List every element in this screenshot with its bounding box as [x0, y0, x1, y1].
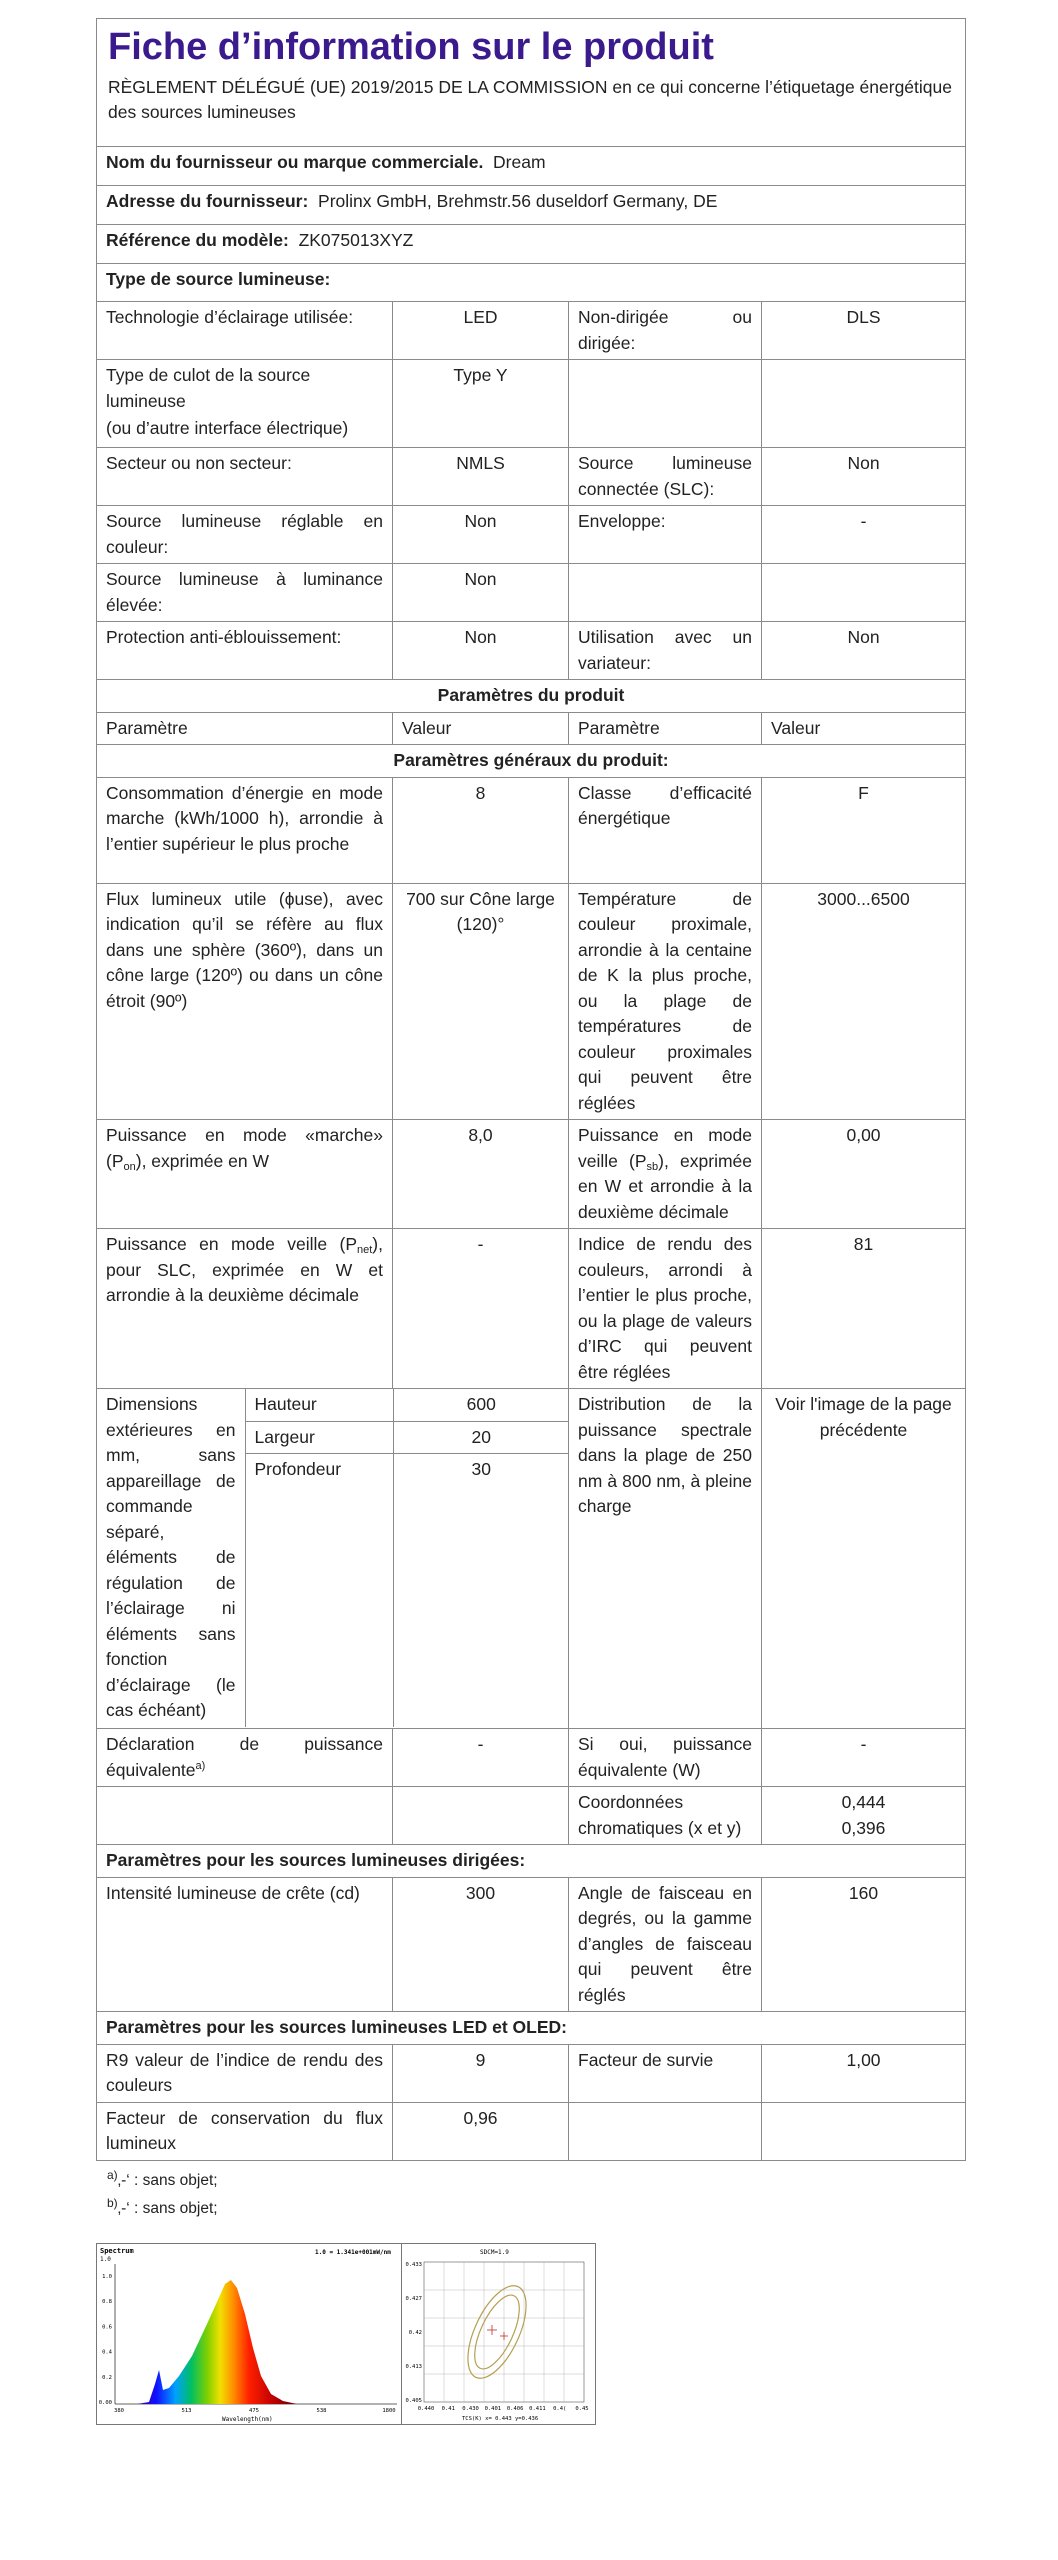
- cie-y-tick: 0.42: [408, 2330, 422, 2336]
- led-oled-heading: Paramètres pour les sources lumineuses LED et OLED:: [97, 2012, 966, 2045]
- supplier-name-label: Nom du fournisseur ou marque commerciale.: [106, 152, 484, 172]
- peak-intensity-label: Intensité lumineuse de crête (cd): [97, 1877, 393, 2012]
- networked-standby-label: Puissance en mode veille $(P_{net})$, pour SLC, exprimée en W et arrondie à la deuxième décimale: [97, 1229, 393, 1389]
- col-header-value: Valeur: [762, 712, 966, 745]
- spectrum-title: Spectrum: [100, 2247, 134, 2255]
- spectrum-x-tick: 513: [181, 2408, 192, 2414]
- footnotes: [96, 2167, 965, 2223]
- mains-value: NMLS: [393, 448, 569, 506]
- spectrum-x-tick: 380: [114, 2408, 124, 2414]
- directed-sources-heading: Paramètres pour les sources lumineuses dirigées:: [97, 1845, 966, 1878]
- spectrum-graph: [97, 2244, 402, 2424]
- depth-value: 30: [471, 1459, 491, 1479]
- empty-cell: [569, 360, 762, 448]
- supplier-address-row: [97, 186, 966, 225]
- empty-cell: [569, 2102, 762, 2160]
- cie-x-tick: 0.41: [441, 2406, 455, 2412]
- cap-type-label-line1: Type de culot de la source lumineuse: [106, 365, 311, 411]
- equivalent-watt-value: -: [762, 1729, 966, 1787]
- model-reference-label: Référence du modèle:: [106, 230, 289, 250]
- energy-consumption-value: 8: [393, 777, 569, 883]
- equivalent-power-value: -: [393, 1729, 569, 1787]
- chromaticity-graph-image: [401, 2243, 596, 2425]
- spectral-distribution-value: Voir l'image de la page précédente: [762, 1389, 966, 1729]
- high-luminance-value: Non: [393, 564, 569, 622]
- equivalent-watt-label: Si oui, puissance équivalente (W): [569, 1729, 762, 1787]
- anti-glare-label: Protection anti-éblouissement:: [97, 622, 393, 680]
- tech-label: Technologie d’éclairage utilisée:: [97, 302, 393, 360]
- spectrum-y-tick: 0.4: [102, 2349, 112, 2356]
- spectrum-x-tick: 538: [316, 2408, 327, 2414]
- survival-factor-value: 1,00: [762, 2044, 966, 2102]
- lumen-maintenance-label: Facteur de conservation du flux lumineux: [97, 2102, 393, 2160]
- empty-cell: [393, 1787, 569, 1845]
- spectrum-y-tick: 1.0: [102, 2274, 112, 2280]
- spectrum-graph-image: [96, 2243, 403, 2425]
- r9-label: R9 valeur de l’indice de rendu des couleurs: [97, 2044, 393, 2102]
- supplier-address-value: Prolinx GmbH, Brehmstr.56 duseldorf Germany, DE: [318, 191, 718, 211]
- width-value: 20: [393, 1421, 569, 1454]
- useful-flux-value: 700 sur Cône large (120)°: [393, 883, 569, 1120]
- spectrum-curve: [137, 2280, 297, 2404]
- cie-x-tick: 0.401: [484, 2406, 502, 2412]
- chromaticity-y: 0,396: [841, 1817, 886, 1838]
- chromaticity-label: Coordonnées chromatiques (x et y): [569, 1787, 762, 1845]
- empty-cell: [762, 360, 966, 448]
- directed-label: Non-dirigée ou dirigée:: [569, 302, 762, 360]
- high-luminance-label: Source lumineuse à luminance élevée:: [97, 564, 393, 622]
- cie-x-tick: 0.406: [506, 2406, 524, 2412]
- standby-power-value: 0,00: [762, 1120, 966, 1229]
- spectral-distribution-label: Distribution de la puissance spectrale dans la plage de 250 nm à 800 nm, à pleine charge: [569, 1389, 762, 1729]
- cri-value: 81: [762, 1229, 966, 1389]
- spectrum-y-tick: 0.00: [98, 2400, 112, 2406]
- cct-label: Température de couleur proximale, arrondie à la centaine de K la plus proche, ou la plage de températures de couleur proximales qui peuvent être réglées: [569, 883, 762, 1120]
- col-header-value: Valeur: [393, 712, 569, 745]
- spectrum-x-tick: 1800: [382, 2408, 396, 2414]
- on-mode-power-value: 8,0: [393, 1120, 569, 1229]
- efficiency-class-value: F: [762, 777, 966, 883]
- dimensions-table: [97, 1389, 569, 1727]
- chromaticity-value: [762, 1787, 966, 1845]
- equivalent-power-label: Déclaration de puissance équivalente$^{a)}$: [97, 1729, 393, 1787]
- colour-tunable-value: Non: [393, 506, 569, 564]
- useful-flux-label: Flux lumineux utile (ϕuse), avec indication qu’il se réfère au flux dans une sphère (360º), dans un cône large (120º) ou dans un cône étroit (90º): [97, 883, 393, 1120]
- beam-angle-label: Angle de faisceau en degrés, ou la gamme d’angles de faisceau qui peuvent être réglés: [569, 1877, 762, 2012]
- cie-x-tick: 0.411: [529, 2406, 546, 2412]
- chromaticity-x: 0,444: [841, 1792, 886, 1812]
- energy-consumption-label: Consommation d’énergie en mode marche (kWh/1000 h), arrondie à l’entier supérieur le plus proche: [97, 777, 393, 883]
- empty-cell: [569, 564, 762, 622]
- cie-xlabel: TCS(K) x= 0.443 y=0.436: [462, 2416, 539, 2422]
- colour-tunable-label: Source lumineuse réglable en couleur:: [97, 506, 393, 564]
- cie-y-tick: 0.433: [405, 2262, 422, 2268]
- regulation-subtitle: RÈGLEMENT DÉLÉGUÉ (UE) 2019/2015 DE LA COMMISSION en ce qui concerne l’étiquetage énergétique des sources lumineuses: [108, 77, 952, 122]
- supplier-address-label: Adresse du fournisseur:: [106, 191, 309, 211]
- width-label: Largeur: [245, 1421, 393, 1454]
- cie-y-tick: 0.413: [405, 2364, 422, 2370]
- height-value: 600: [393, 1389, 569, 1421]
- measurement-images: [96, 2243, 596, 2423]
- cap-type-label: [97, 360, 393, 448]
- envelope-label: Enveloppe:: [569, 506, 762, 564]
- tech-value: LED: [393, 302, 569, 360]
- height-label: Hauteur: [245, 1389, 393, 1421]
- model-reference-row: [97, 225, 966, 264]
- cap-type-value: Type Y: [393, 360, 569, 448]
- footnote-a: $^{a)}$‚-‘ : sans objet;: [107, 2167, 218, 2189]
- spectrum-y-tick: 0.2: [102, 2374, 112, 2381]
- empty-cell: [762, 564, 966, 622]
- empty-cell: [97, 1787, 393, 1845]
- spectrum-y-top: 1.0: [100, 2256, 111, 2263]
- depth-label: Profondeur: [245, 1454, 393, 1727]
- cri-label: Indice de rendu des couleurs, arrondi à l’entier le plus proche, ou la plage de valeurs d’IRC qui peuvent être réglées: [569, 1229, 762, 1389]
- connected-label: Source lumineuse connectée (SLC):: [569, 448, 762, 506]
- product-parameters-heading: Paramètres du produit: [97, 680, 966, 713]
- col-header-parameter: Paramètre: [97, 712, 393, 745]
- dimensions-cell: [97, 1389, 569, 1729]
- cie-x-tick: 0.4(: [553, 2406, 567, 2412]
- product-table: [96, 18, 966, 2161]
- source-type-heading: Type de source lumineuse:: [97, 264, 966, 302]
- spectrum-xlabel: Wavelength(nm): [222, 2416, 273, 2423]
- envelope-value: -: [762, 506, 966, 564]
- efficiency-class-label: Classe d’efficacité énergétique: [569, 777, 762, 883]
- product-information-sheet: [96, 18, 965, 2223]
- dimmable-label: Utilisation avec un variateur:: [569, 622, 762, 680]
- connected-value: Non: [762, 448, 966, 506]
- col-header-parameter: Paramètre: [569, 712, 762, 745]
- networked-standby-value: -: [393, 1229, 569, 1389]
- survival-factor-label: Facteur de survie: [569, 2044, 762, 2102]
- dimensions-label: Dimensions extérieures en mm, sans appareillage de commande séparé, éléments de régulation de l’éclairage ni éléments sans fonction d’éclairage (le cas échéant): [97, 1389, 245, 1727]
- spectrum-x-tick: 475: [249, 2408, 259, 2414]
- macadam-ellipse-outer: [456, 2277, 538, 2386]
- cct-value: 3000...6500: [762, 883, 966, 1120]
- cap-type-label-line2: (ou d’autre interface électrique): [106, 418, 349, 438]
- spectrum-y-tick: 0.6: [102, 2324, 112, 2331]
- standby-power-label: Puissance en mode veille $(P_{sb})$, exprimée en W et arrondie à la deuxième décimale: [569, 1120, 762, 1229]
- supplier-name-value: Dream: [493, 152, 546, 172]
- cie-x-tick: 0.45: [575, 2406, 589, 2412]
- general-parameters-heading: Paramètres généraux du produit:: [97, 745, 966, 778]
- cie-x-tick: 0.440: [417, 2406, 435, 2412]
- directed-value: DLS: [762, 302, 966, 360]
- chromaticity-graph: [402, 2244, 595, 2424]
- lumen-maintenance-value: 0,96: [393, 2102, 569, 2160]
- mains-label: Secteur ou non secteur:: [97, 448, 393, 506]
- cie-x-tick: 0.430: [462, 2406, 479, 2412]
- cie-y-tick: 0.405: [405, 2398, 422, 2404]
- on-mode-power-label: Puissance en mode «marche» $(P_{on})$, exprimée en W: [97, 1120, 393, 1229]
- peak-intensity-value: 300: [393, 1877, 569, 2012]
- header-cell: [97, 19, 966, 147]
- page-title: Fiche d’information sur le produit: [108, 26, 714, 68]
- footnote-b: $^{b)}$‚-‘ : sans objet;: [107, 2195, 218, 2217]
- beam-angle-value: 160: [762, 1877, 966, 2012]
- spectrum-y-tick: 0.8: [102, 2299, 112, 2306]
- spectrum-legend: 1.0 = 1.341e+001mW/nm: [315, 2249, 391, 2256]
- macadam-ellipse-inner: [466, 2289, 529, 2375]
- cie-title: SDCM=1.9: [480, 2249, 509, 2256]
- cie-y-tick: 0.427: [405, 2296, 422, 2302]
- anti-glare-value: Non: [393, 622, 569, 680]
- model-reference-value: ZK075013XYZ: [298, 230, 414, 250]
- empty-cell: [762, 2102, 966, 2160]
- r9-value: 9: [393, 2044, 569, 2102]
- dimmable-value: Non: [762, 622, 966, 680]
- supplier-name-row: [97, 147, 966, 186]
